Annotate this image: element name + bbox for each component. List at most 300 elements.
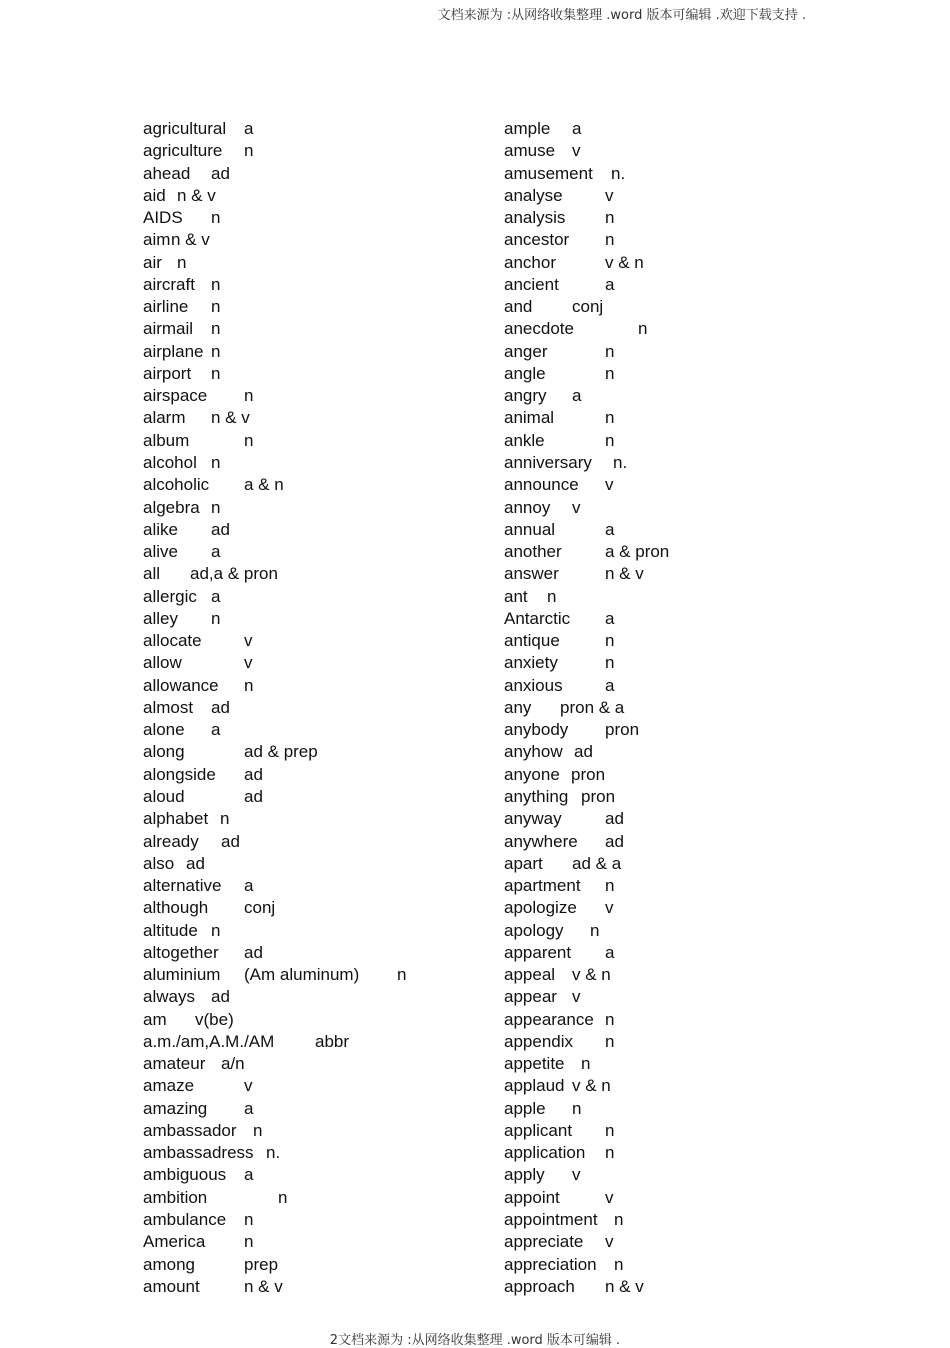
entry-word: ankle <box>504 430 545 450</box>
entry-part-of-speech: abbr <box>315 1031 350 1051</box>
vocabulary-entry <box>504 808 804 830</box>
vocabulary-entry <box>143 1142 483 1164</box>
entry-part-of-speech: pron <box>605 720 640 740</box>
vocabulary-entry <box>143 519 483 541</box>
page-header: 文档来源为 :从网络收集整理 .word 版本可编辑 .欢迎下载支持 . <box>437 8 806 23</box>
vocabulary-entry <box>504 697 804 719</box>
vocabulary-entry <box>143 1231 483 1253</box>
entry-part-of-speech: a <box>244 1165 254 1185</box>
vocabulary-entry <box>143 719 483 741</box>
vocabulary-entry <box>143 1075 483 1097</box>
entry-part-of-speech: a <box>605 274 615 294</box>
entry-part-of-speech: v <box>244 631 253 651</box>
vocabulary-entry <box>143 1254 483 1276</box>
vocabulary-entry <box>143 385 483 407</box>
entry-word: another <box>504 542 562 562</box>
entry-word: among <box>143 1254 195 1274</box>
page-footer <box>0 1329 950 1348</box>
entry-part-of-speech: ad <box>605 831 624 851</box>
entry-part-of-speech: n <box>614 1254 624 1274</box>
entry-word: apple <box>504 1098 546 1118</box>
entry-part-of-speech: n <box>605 363 615 383</box>
entry-part-of-speech: ad <box>211 697 230 717</box>
entry-word: appreciate <box>504 1232 584 1252</box>
entry-word: ahead <box>143 163 191 183</box>
vocabulary-entry <box>143 563 483 585</box>
entry-part-of-speech: n & v <box>171 230 210 250</box>
vocabulary-entry <box>504 140 804 162</box>
entry-word: ambassadress <box>143 1143 254 1163</box>
entry-part-of-speech: n <box>581 1054 591 1074</box>
entry-part-of-speech: ad <box>605 809 624 829</box>
entry-part-of-speech: v & n <box>605 252 644 272</box>
entry-word: analyse <box>504 185 563 205</box>
entry-word: apart <box>504 853 543 873</box>
entry-part-of-speech: n <box>211 319 221 339</box>
entry-word: apologize <box>504 898 577 918</box>
entry-part-of-speech: n <box>220 809 230 829</box>
vocabulary-entry <box>143 1276 483 1298</box>
entry-part-of-speech: n <box>211 274 221 294</box>
entry-part-of-speech: prep <box>244 1254 279 1274</box>
entry-word: aim <box>143 230 171 250</box>
entry-word: alarm <box>143 408 186 428</box>
entry-word: aircraft <box>143 274 195 294</box>
entry-part-of-speech: n <box>605 1143 615 1163</box>
entry-part-of-speech: v <box>572 987 581 1007</box>
entry-part-of-speech: n <box>278 1187 288 1207</box>
entry-word: amateur <box>143 1054 206 1074</box>
vocabulary-entry <box>504 519 804 541</box>
entry-word: aluminium <box>143 965 221 985</box>
entry-word: ancient <box>504 274 559 294</box>
entry-word: alcoholic <box>143 475 210 495</box>
entry-word: ambiguous <box>143 1165 227 1185</box>
entry-word: anchor <box>504 252 556 272</box>
vocabulary-entry <box>504 1164 804 1186</box>
entry-word: all <box>143 564 161 584</box>
entry-word: anyhow <box>504 742 563 762</box>
entry-part-of-speech: n <box>605 430 615 450</box>
entry-word: airspace <box>143 386 208 406</box>
vocabulary-entry <box>504 1254 804 1276</box>
entry-word: apparent <box>504 942 572 962</box>
vocabulary-entry <box>504 318 804 340</box>
entry-word: anniversary <box>504 452 592 472</box>
entry-word: applicant <box>504 1120 573 1140</box>
entry-part-of-speech: n <box>605 1031 615 1051</box>
entry-part-of-speech: n <box>605 1009 615 1029</box>
entry-word: a.m./am,A.M./AM <box>143 1031 275 1051</box>
entry-word: algebra <box>143 497 200 517</box>
entry-word: aid <box>143 185 166 205</box>
vocabulary-entry <box>504 452 804 474</box>
vocabulary-entry <box>504 942 804 964</box>
entry-word: answer <box>504 564 559 584</box>
entry-word: appeal <box>504 965 556 985</box>
vocabulary-entry <box>504 385 804 407</box>
page-number: 2 <box>329 1333 339 1348</box>
entry-part-of-speech: v <box>605 898 614 918</box>
vocabulary-entry <box>143 252 483 274</box>
entry-part-of-speech: a <box>244 119 254 138</box>
entry-word: ambassador <box>143 1120 237 1140</box>
entry-word: appear <box>504 987 557 1007</box>
entry-part-of-speech: n <box>244 386 254 406</box>
vocabulary-entry <box>143 274 483 296</box>
entry-word: ample <box>504 119 551 138</box>
entry-word: along <box>143 742 185 762</box>
entry-part-of-speech: n <box>244 430 254 450</box>
vocabulary-entry <box>504 207 804 229</box>
entry-part-of-speech: n <box>177 252 187 272</box>
vocabulary-column-right <box>504 118 804 1298</box>
entry-word: annual <box>504 519 556 539</box>
entry-word: alone <box>143 720 185 740</box>
entry-word: anywhere <box>504 831 578 851</box>
entry-word: alley <box>143 608 178 628</box>
entry-word: agricultural <box>143 119 227 138</box>
vocabulary-entry <box>504 1075 804 1097</box>
vocabulary-entry <box>504 252 804 274</box>
vocabulary-entry <box>143 430 483 452</box>
entry-part-of-speech: conj <box>244 898 276 918</box>
entry-part-of-speech: ad & a <box>572 853 622 873</box>
entry-part-of-speech: ad <box>186 853 205 873</box>
entry-part-of-speech: v <box>605 475 614 495</box>
entry-part-of-speech: a <box>244 876 254 896</box>
entry-word: anxiety <box>504 653 558 673</box>
entry-part-of-speech: n <box>211 363 221 383</box>
entry-word: amaze <box>143 1076 195 1096</box>
vocabulary-entry <box>504 586 804 608</box>
entry-part-of-speech: pron <box>581 786 616 806</box>
entry-word: AIDS <box>143 208 183 228</box>
vocabulary-entry <box>504 1098 804 1120</box>
entry-word: apply <box>504 1165 545 1185</box>
vocabulary-entry <box>143 586 483 608</box>
entry-word: airmail <box>143 319 194 339</box>
vocabulary-entry <box>143 296 483 318</box>
entry-part-of-speech: a <box>211 720 221 740</box>
entry-part-of-speech: n & v <box>244 1276 283 1296</box>
entry-part-of-speech: n <box>244 1210 254 1230</box>
entry-word: although <box>143 898 209 918</box>
entry-part-of-speech: n <box>211 208 221 228</box>
vocabulary-entry <box>143 185 483 207</box>
entry-word: anybody <box>504 720 569 740</box>
entry-part-of-speech: n <box>638 319 648 339</box>
entry-word: allowance <box>143 675 219 695</box>
entry-part-of-speech: n <box>211 452 221 472</box>
entry-part-of-speech: ad <box>211 163 230 183</box>
entry-word: appreciation <box>504 1254 597 1274</box>
entry-part-of-speech: n & v <box>605 564 644 584</box>
entry-part-of-speech: ad <box>244 786 263 806</box>
entry-part-of-speech: v <box>572 1165 581 1185</box>
entry-word: annoy <box>504 497 551 517</box>
entry-part-of-speech: v <box>572 141 581 161</box>
entry-word: anyway <box>504 809 562 829</box>
vocabulary-entry <box>143 652 483 674</box>
vocabulary-entry <box>143 831 483 853</box>
entry-part-of-speech: a <box>605 519 615 539</box>
vocabulary-entry <box>143 920 483 942</box>
entry-part-of-speech: ad <box>211 987 230 1007</box>
entry-part-of-speech: a <box>605 675 615 695</box>
vocabulary-entry <box>504 274 804 296</box>
vocabulary-entry <box>143 675 483 697</box>
vocabulary-entry <box>504 541 804 563</box>
entry-word: application <box>504 1143 586 1163</box>
entry-part-of-speech: a & pron <box>605 542 670 562</box>
entry-word: apology <box>504 920 564 940</box>
vocabulary-entry <box>143 341 483 363</box>
vocabulary-entry <box>504 764 804 786</box>
vocabulary-entry <box>143 1031 483 1053</box>
footer-text: 文档来源为 :从网络收集整理 .word 版本可编辑 . <box>338 1333 621 1348</box>
vocabulary-entry <box>143 1187 483 1209</box>
entry-word: amuse <box>504 141 556 161</box>
vocabulary-entry <box>143 318 483 340</box>
vocabulary-entry <box>504 296 804 318</box>
entry-word: alike <box>143 519 178 539</box>
entry-part-of-speech: n <box>605 1120 615 1140</box>
entry-part-of-speech: a <box>605 608 615 628</box>
entry-word: ambulance <box>143 1210 227 1230</box>
entry-part-of-speech: ad <box>574 742 593 762</box>
entry-word: applaud <box>504 1076 565 1096</box>
vocabulary-entry <box>143 1164 483 1186</box>
entry-word: also <box>143 853 175 873</box>
vocabulary-entry <box>504 920 804 942</box>
vocabulary-entry <box>504 163 804 185</box>
vocabulary-column-left <box>143 118 483 1298</box>
entry-word: angle <box>504 363 546 383</box>
vocabulary-entry <box>143 1053 483 1075</box>
entry-part-of-speech: n & v <box>211 408 250 428</box>
entry-word: appearance <box>504 1009 594 1029</box>
vocabulary-entry <box>504 630 804 652</box>
entry-word: already <box>143 831 199 851</box>
entry-part-of-speech: n <box>590 920 600 940</box>
entry-word: animal <box>504 408 555 428</box>
vocabulary-entry <box>504 497 804 519</box>
entry-word: ambition <box>143 1187 208 1207</box>
entry-part-of-speech: (Am aluminum) <box>244 965 360 985</box>
vocabulary-entry <box>143 118 483 140</box>
entry-part-of-speech: v(be) <box>195 1009 234 1029</box>
entry-part-of-speech: a/n <box>221 1054 245 1074</box>
entry-part-of-speech: v <box>605 185 614 205</box>
vocabulary-entry <box>143 986 483 1008</box>
vocabulary-entry <box>504 875 804 897</box>
entry-part-of-speech: a <box>211 542 221 562</box>
vocabulary-entry <box>143 875 483 897</box>
entry-word: angry <box>504 386 547 406</box>
entry-part-of-speech: v <box>605 1232 614 1252</box>
vocabulary-entry <box>504 1053 804 1075</box>
entry-part-of-speech: v <box>572 497 581 517</box>
entry-word: analysis <box>504 208 566 228</box>
entry-part-of-speech: n <box>605 653 615 673</box>
vocabulary-entry <box>504 229 804 251</box>
vocabulary-entry <box>504 1120 804 1142</box>
vocabulary-entry <box>143 697 483 719</box>
entry-word: air <box>143 252 162 272</box>
entry-word: allergic <box>143 586 197 606</box>
vocabulary-entry <box>143 452 483 474</box>
entry-part-of-speech: ad & prep <box>244 742 318 762</box>
entry-word: apartment <box>504 876 581 896</box>
entry-word: appetite <box>504 1054 565 1074</box>
vocabulary-entry <box>504 964 804 986</box>
entry-part-of-speech: conj <box>572 297 604 317</box>
entry-part-of-speech: n. <box>266 1143 281 1163</box>
entry-part-of-speech: n <box>605 631 615 651</box>
vocabulary-entry <box>504 1142 804 1164</box>
entry-word: appoint <box>504 1187 560 1207</box>
entry-part-of-speech: v <box>244 1076 253 1096</box>
entry-part-of-speech: n <box>211 297 221 317</box>
vocabulary-entry <box>504 1031 804 1053</box>
entry-part-of-speech: n <box>211 341 221 361</box>
vocabulary-entry <box>143 1209 483 1231</box>
vocabulary-entry <box>143 229 483 251</box>
entry-part-of-speech-extra: n <box>397 965 407 985</box>
entry-word: alternative <box>143 876 222 896</box>
entry-part-of-speech: ad,a & pron <box>190 564 278 584</box>
entry-part-of-speech: n. <box>611 163 626 183</box>
entry-part-of-speech: a <box>572 386 582 406</box>
entry-word: anything <box>504 786 569 806</box>
vocabulary-entry <box>504 341 804 363</box>
entry-word: altogether <box>143 942 219 962</box>
entry-word: ancestor <box>504 230 570 250</box>
entry-word: alcohol <box>143 452 197 472</box>
vocabulary-entry <box>504 1209 804 1231</box>
vocabulary-entry <box>504 1009 804 1031</box>
entry-part-of-speech: ad <box>221 831 240 851</box>
entry-word: America <box>143 1232 206 1252</box>
vocabulary-entry <box>504 675 804 697</box>
entry-part-of-speech: a & n <box>244 475 284 495</box>
entry-word: airport <box>143 363 192 383</box>
entry-part-of-speech: a <box>244 1098 254 1118</box>
entry-part-of-speech: n <box>244 141 254 161</box>
entry-word: any <box>504 697 532 717</box>
entry-word: amazing <box>143 1098 208 1118</box>
entry-word: almost <box>143 697 194 717</box>
vocabulary-entry <box>143 474 483 496</box>
entry-part-of-speech: n & v <box>177 185 216 205</box>
entry-word: appointment <box>504 1210 598 1230</box>
vocabulary-entry <box>143 1009 483 1031</box>
vocabulary-entry <box>143 942 483 964</box>
entry-part-of-speech: v & n <box>572 965 611 985</box>
entry-part-of-speech: n. <box>613 452 628 472</box>
entry-part-of-speech: a <box>605 942 615 962</box>
vocabulary-entry <box>504 608 804 630</box>
vocabulary-entry <box>143 541 483 563</box>
entry-part-of-speech: v <box>605 1187 614 1207</box>
entry-word: allocate <box>143 631 202 651</box>
entry-word: aloud <box>143 786 185 806</box>
vocabulary-entry <box>143 407 483 429</box>
entry-word: always <box>143 987 195 1007</box>
entry-word: alive <box>143 542 178 562</box>
vocabulary-entry <box>504 786 804 808</box>
entry-part-of-speech: n <box>614 1210 624 1230</box>
entry-part-of-speech: n <box>605 876 615 896</box>
entry-part-of-speech: n <box>253 1120 263 1140</box>
entry-word: anecdote <box>504 319 574 339</box>
entry-word: and <box>504 297 533 317</box>
vocabulary-entry <box>504 986 804 1008</box>
entry-word: agriculture <box>143 141 223 161</box>
vocabulary-entry <box>143 1098 483 1120</box>
vocabulary-entry <box>504 719 804 741</box>
entry-part-of-speech: n <box>211 497 221 517</box>
vocabulary-entry <box>143 363 483 385</box>
entry-part-of-speech: n <box>605 341 615 361</box>
vocabulary-entry <box>143 1120 483 1142</box>
vocabulary-entry <box>143 741 483 763</box>
entry-word: announce <box>504 475 579 495</box>
entry-word: altitude <box>143 920 198 940</box>
vocabulary-entry <box>143 786 483 808</box>
vocabulary-entry <box>143 140 483 162</box>
vocabulary-entry <box>504 1231 804 1253</box>
vocabulary-entry <box>504 563 804 585</box>
entry-part-of-speech: pron & a <box>560 697 625 717</box>
entry-word: Antarctic <box>504 608 571 628</box>
vocabulary-entry <box>504 185 804 207</box>
vocabulary-entry <box>504 741 804 763</box>
entry-word: appendix <box>504 1031 574 1051</box>
entry-word: amusement <box>504 163 593 183</box>
vocabulary-entry <box>504 363 804 385</box>
vocabulary-entry <box>504 474 804 496</box>
vocabulary-entry <box>504 853 804 875</box>
entry-part-of-speech: n <box>244 675 254 695</box>
vocabulary-entry <box>504 1276 804 1298</box>
vocabulary-entry <box>504 1187 804 1209</box>
entry-word: alphabet <box>143 809 209 829</box>
vocabulary-entry <box>504 897 804 919</box>
entry-word: approach <box>504 1276 575 1296</box>
vocabulary-entry <box>143 207 483 229</box>
vocabulary-entry <box>143 163 483 185</box>
entry-part-of-speech: n <box>605 208 615 228</box>
entry-word: airplane <box>143 341 204 361</box>
vocabulary-entry <box>504 407 804 429</box>
entry-part-of-speech: v & n <box>572 1076 611 1096</box>
vocabulary-entry <box>143 764 483 786</box>
entry-word: ant <box>504 586 528 606</box>
vocabulary-entry <box>143 964 483 986</box>
entry-word: anyone <box>504 764 560 784</box>
entry-word: antique <box>504 631 560 651</box>
entry-part-of-speech: n <box>605 230 615 250</box>
entry-part-of-speech: v <box>244 653 253 673</box>
vocabulary-entry <box>143 808 483 830</box>
entry-part-of-speech: n & v <box>605 1276 644 1296</box>
vocabulary-entry <box>143 608 483 630</box>
entry-part-of-speech: a <box>572 119 582 138</box>
entry-part-of-speech: n <box>605 408 615 428</box>
entry-part-of-speech: a <box>211 586 221 606</box>
